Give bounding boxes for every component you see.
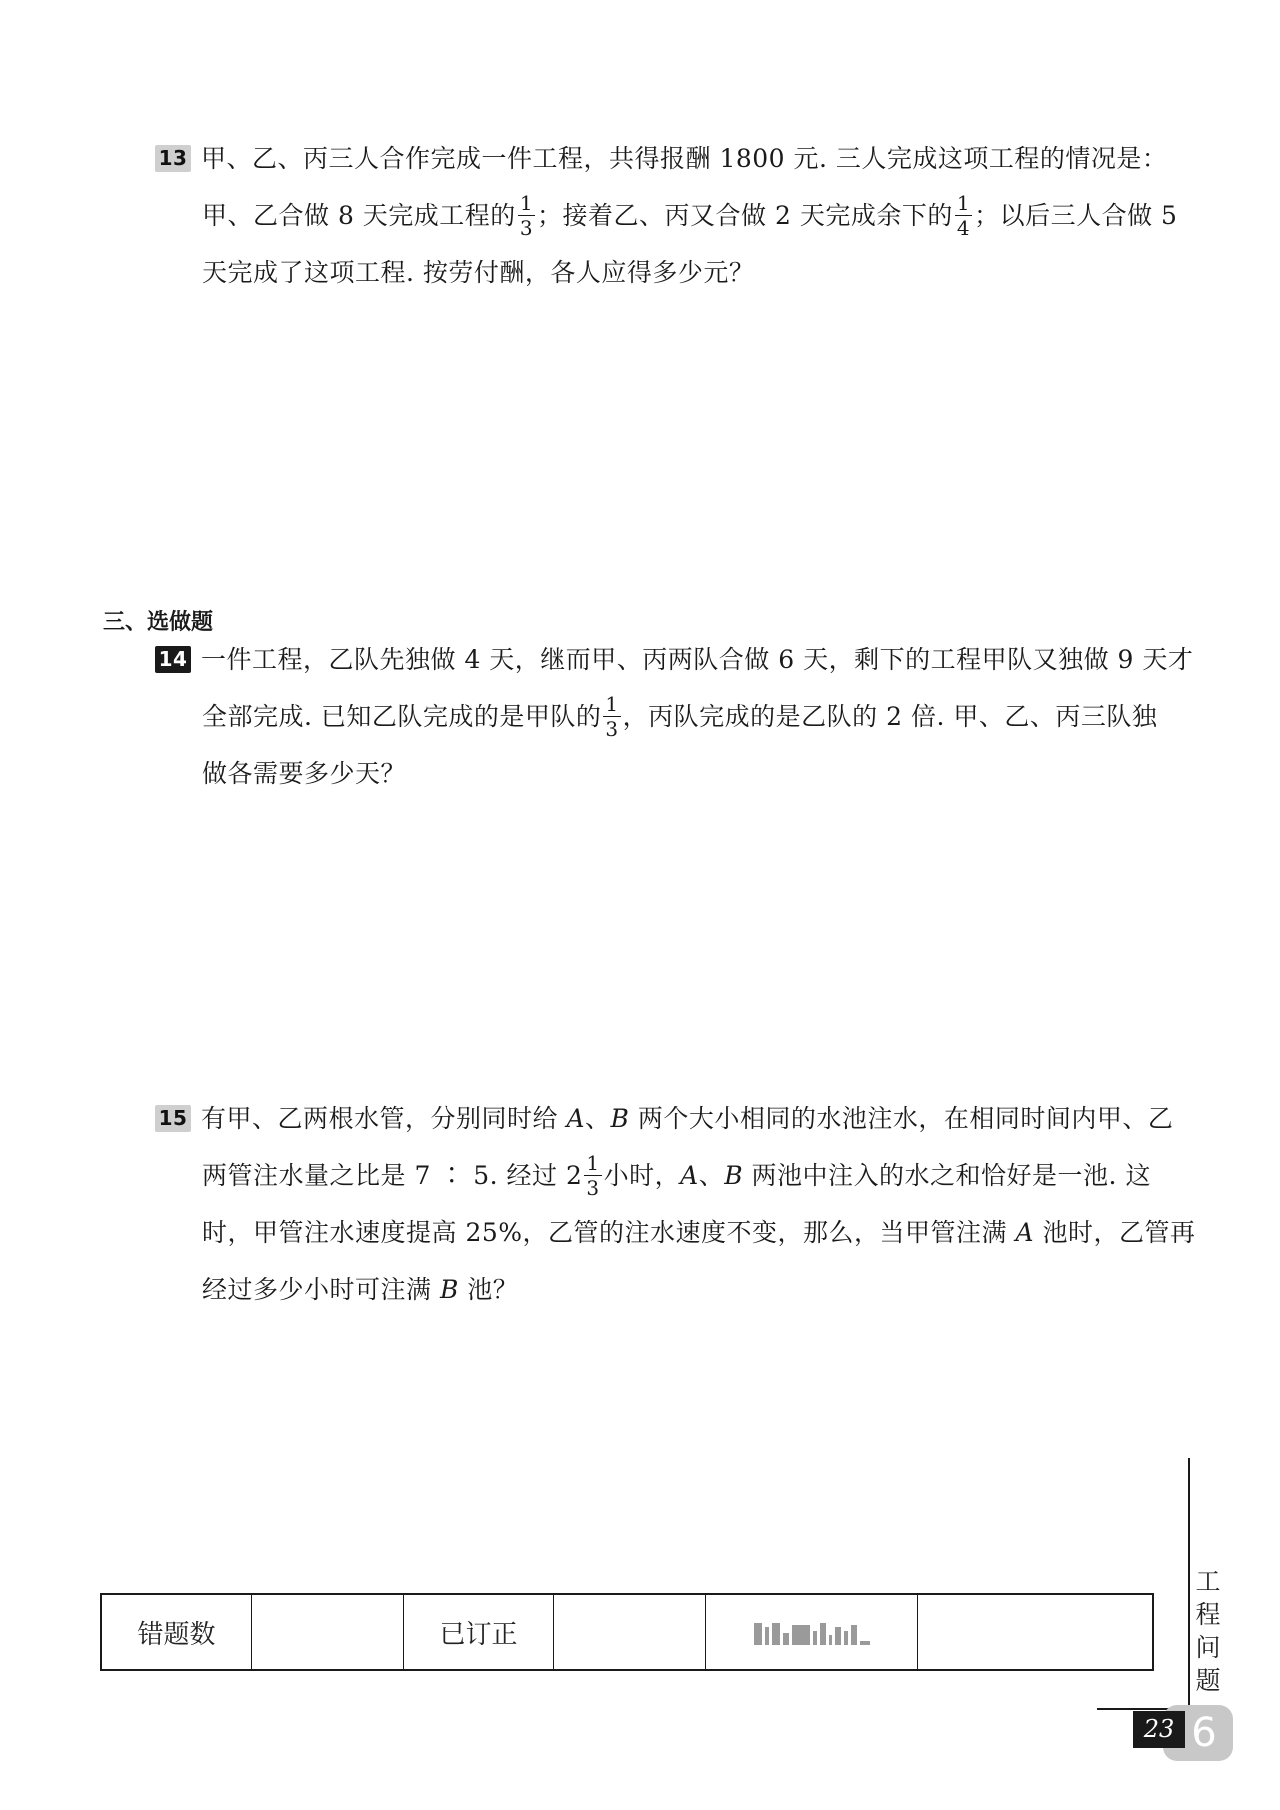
problem-14-text-2b: ，丙队完成的是乙队的 2 倍. 甲、乙、丙三队独 bbox=[622, 702, 1158, 731]
problem-number-14: 14 bbox=[155, 646, 191, 673]
problem-13-text-2c: ；以后三人合做 5 bbox=[974, 201, 1178, 230]
problem-13-line-1 bbox=[155, 130, 1168, 187]
fraction-one-third bbox=[584, 1153, 601, 1198]
problem-13-line-2 bbox=[155, 187, 1178, 244]
problem-number-15: 15 bbox=[155, 1105, 191, 1132]
problem-15-text-1a: 有甲、乙两根水管，分别同时给 bbox=[201, 1104, 567, 1133]
problem-14-text-3: 做各需要多少天？ bbox=[202, 759, 407, 788]
problem-13-text-1: 甲、乙、丙三人合作完成一件工程，共得报酬 1800 元. 三人完成这项工程的情况是： bbox=[201, 144, 1168, 173]
variable-b: B bbox=[724, 1161, 744, 1190]
side-rule bbox=[1188, 1458, 1190, 1708]
variable-b: B bbox=[610, 1104, 630, 1133]
wrong-count-label: 错题数 bbox=[102, 1595, 252, 1669]
problem-14-text-2a: 全部完成. 已知乙队完成的是甲队的 bbox=[202, 702, 602, 731]
chapter-tab-char: 问 bbox=[1195, 1633, 1221, 1662]
fraction-one-third bbox=[518, 193, 535, 238]
fraction-numerator: 1 bbox=[956, 191, 971, 215]
problem-14-line-2 bbox=[155, 688, 1165, 745]
page-number: 23 bbox=[1133, 1711, 1185, 1748]
problem-15-text-1c: 两个大小相同的水池注水，在相同时间内甲、乙 bbox=[629, 1104, 1174, 1133]
chapter-tab-char: 工 bbox=[1195, 1567, 1221, 1596]
problem-15-text-2d: 两池中注入的水之和恰好是一池. 这 bbox=[743, 1161, 1151, 1190]
problem-15-line-3 bbox=[155, 1204, 1196, 1261]
problem-15-text-2c: 、 bbox=[698, 1161, 725, 1190]
problem-number-13: 13 bbox=[155, 145, 191, 172]
barcode-icon bbox=[754, 1619, 870, 1645]
problem-13-text-3: 天完成了这项工程. 按劳付酬，各人应得多少元？ bbox=[202, 258, 755, 287]
problem-13-text-2a: 甲、乙合做 8 天完成工程的 bbox=[202, 201, 516, 230]
problem-15-text-3a: 时，甲管注水速度提高 25%，乙管的注水速度不变，那么，当甲管注满 bbox=[202, 1218, 1016, 1247]
variable-a: A bbox=[1015, 1218, 1035, 1247]
problem-15-text-4b: 池？ bbox=[458, 1275, 519, 1304]
variable-a: A bbox=[566, 1104, 586, 1133]
problem-14 bbox=[155, 631, 1194, 802]
problem-15-text-2a: 两管注水量之比是 7 ∶ 5. 经过 2 bbox=[202, 1161, 583, 1190]
chapter-tab-char: 程 bbox=[1195, 1600, 1221, 1629]
problem-15-line-4 bbox=[155, 1261, 1165, 1318]
fraction-numerator: 1 bbox=[605, 692, 619, 716]
chapter-number-badge: 6 bbox=[1163, 1705, 1233, 1761]
fraction-numerator: 1 bbox=[519, 191, 534, 215]
fraction-denominator: 3 bbox=[586, 1176, 600, 1200]
fraction-denominator: 3 bbox=[605, 717, 619, 741]
problem-14-line-3 bbox=[155, 745, 1165, 802]
fraction-one-quarter bbox=[955, 193, 972, 238]
variable-b: B bbox=[439, 1275, 459, 1304]
problem-15-text-3b: 池时，乙管再 bbox=[1034, 1218, 1196, 1247]
problem-15-text-2b: 小时， bbox=[603, 1161, 681, 1190]
problem-15 bbox=[155, 1090, 1196, 1318]
score-table bbox=[100, 1593, 1154, 1671]
problem-15-text-1b: 、 bbox=[585, 1104, 611, 1133]
chapter-tab-char: 题 bbox=[1195, 1666, 1221, 1695]
corrected-field[interactable] bbox=[554, 1595, 706, 1669]
fraction-denominator: 4 bbox=[956, 216, 971, 240]
problem-13-text-2b: ；接着乙、丙又合做 2 天完成余下的 bbox=[537, 201, 953, 230]
variable-a: A bbox=[680, 1161, 699, 1190]
fraction-one-third bbox=[603, 694, 620, 739]
wrong-count-field[interactable] bbox=[252, 1595, 404, 1669]
problem-14-line-1 bbox=[155, 631, 1194, 688]
fraction-denominator: 3 bbox=[519, 216, 534, 240]
problem-14-text-1: 一件工程，乙队先独做 4 天，继而甲、丙两队合做 6 天，剩下的工程甲队又独做 9 天才 bbox=[201, 645, 1194, 674]
problem-15-text-4a: 经过多少小时可注满 bbox=[202, 1275, 440, 1304]
problem-13 bbox=[155, 130, 1178, 301]
chapter-tab bbox=[1193, 1565, 1223, 1697]
corrected-label: 已订正 bbox=[404, 1595, 554, 1669]
problem-15-line-2 bbox=[155, 1147, 1165, 1204]
fraction-numerator: 1 bbox=[586, 1151, 600, 1175]
stamp-cell bbox=[706, 1595, 918, 1669]
problem-13-line-3 bbox=[155, 244, 1165, 301]
section-title: 三、选做题 bbox=[103, 610, 214, 635]
signature-field[interactable] bbox=[918, 1595, 1152, 1669]
problem-15-line-1 bbox=[155, 1090, 1174, 1147]
